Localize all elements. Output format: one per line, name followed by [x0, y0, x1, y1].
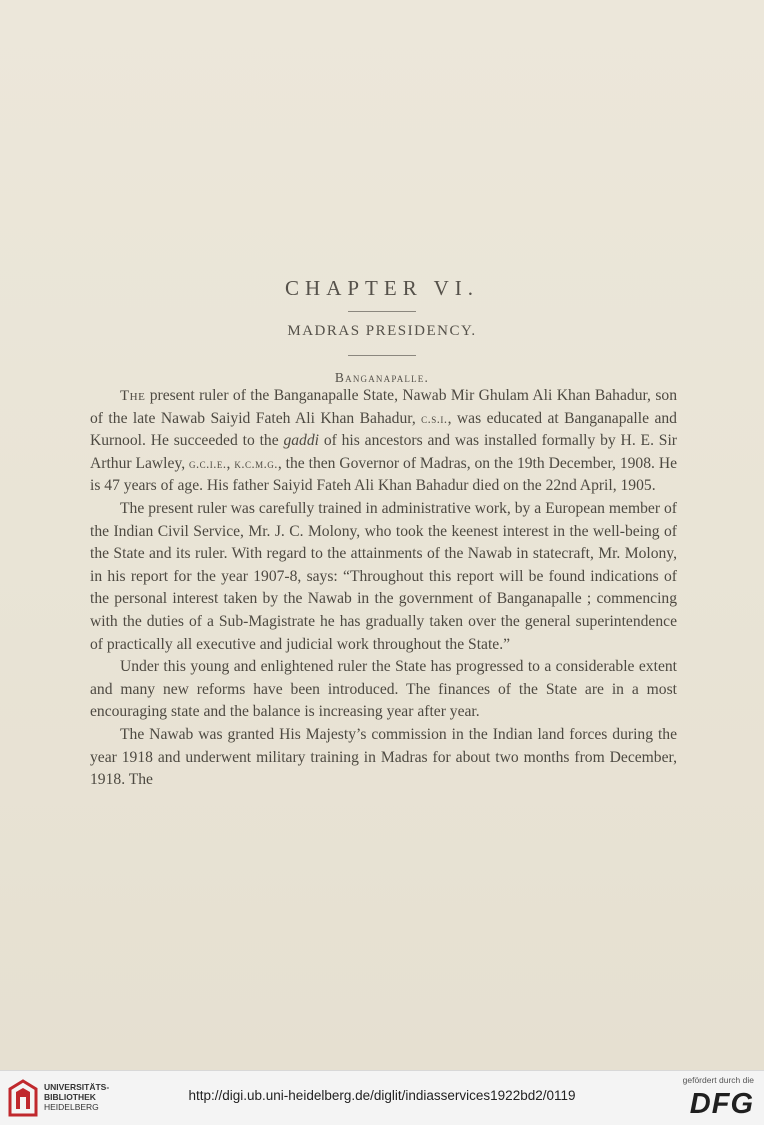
text-run: , the then Governor of Madras, on the 19th December, 1908. He is 47 years of age. His father Saiyid Fateh Ali Khan Bahadur died on the 22nd April, 1905.: [90, 454, 677, 495]
text-run: , was educated at Banganapalle and Kurnool. He succeeded to the: [90, 409, 677, 450]
section-title: MADRAS PRESIDENCY.: [287, 323, 477, 339]
paragraph: [90, 385, 677, 498]
paragraph: The present ruler was carefully trained in administrative work, by a European member of the Indian Civil Service, Mr. J. C. Molony, who took the keenest interest in the well-being of the State and its ruler. With regard to the attainments of the Nawab in statecraft, Mr. Molony, in his report for the year 1907-8, says: “Throughout this report will be found indications of the personal interest taken by the Nawab in the government of Banganapalle ; commencing with the duties of a Sub-Magistrate he has gradually taken over the general superintendence of practically all executive and judicial work throughout the State.”: [90, 499, 677, 653]
text-run: present ruler of the Banganapalle State, Nawab Mir Ghulam Ali Khan Bahadur, son of the late Nawab Saiyid Fateh Ali Khan Bahadur,: [90, 387, 677, 427]
lead-word: The: [120, 388, 146, 404]
divider-rule: [348, 311, 416, 312]
text-run: of his ancestors and was installed formally by H. E. Sir Arthur Lawley,: [90, 432, 677, 472]
subsection-heading: Banganapalle.: [334, 370, 430, 385]
library-line: HEIDELBERG: [44, 1102, 99, 1112]
footer-bar: [0, 1070, 764, 1125]
title-abbrev: k.c.m.g.: [234, 456, 278, 471]
funding-caption: gefördert durch die: [682, 1075, 754, 1085]
chapter-heading: CHAPTER VI.: [285, 276, 479, 300]
permalink-url[interactable]: http://digi.ub.uni-heidelberg.de/diglit/indiasservices1922bd2/0119: [188, 1088, 576, 1103]
library-line: UNIVERSITÄTS-: [44, 1082, 110, 1092]
paragraph: Under this young and enlightened ruler the State has progressed to a considerable extent and many new reforms have been introduced. The finances of the State are in a most encouraging state and the balance is increasing year after year.: [90, 658, 677, 721]
library-line: BIBLIOTHEK: [44, 1092, 96, 1102]
paragraph: The Nawab was granted His Majesty’s commission in the Indian land forces during the year 1918 and underwent military training in Madras for about two months from December, 1918. The: [90, 725, 677, 789]
dfg-logo-icon[interactable]: DFG: [689, 1088, 754, 1120]
title-abbrev: g.c.i.e.: [189, 456, 227, 471]
text-run: ,: [226, 454, 235, 472]
divider-rule: [348, 355, 416, 356]
title-abbrev: c.s.i.: [421, 411, 448, 426]
italic-term: gaddi: [283, 432, 319, 450]
body-text: [90, 385, 677, 792]
